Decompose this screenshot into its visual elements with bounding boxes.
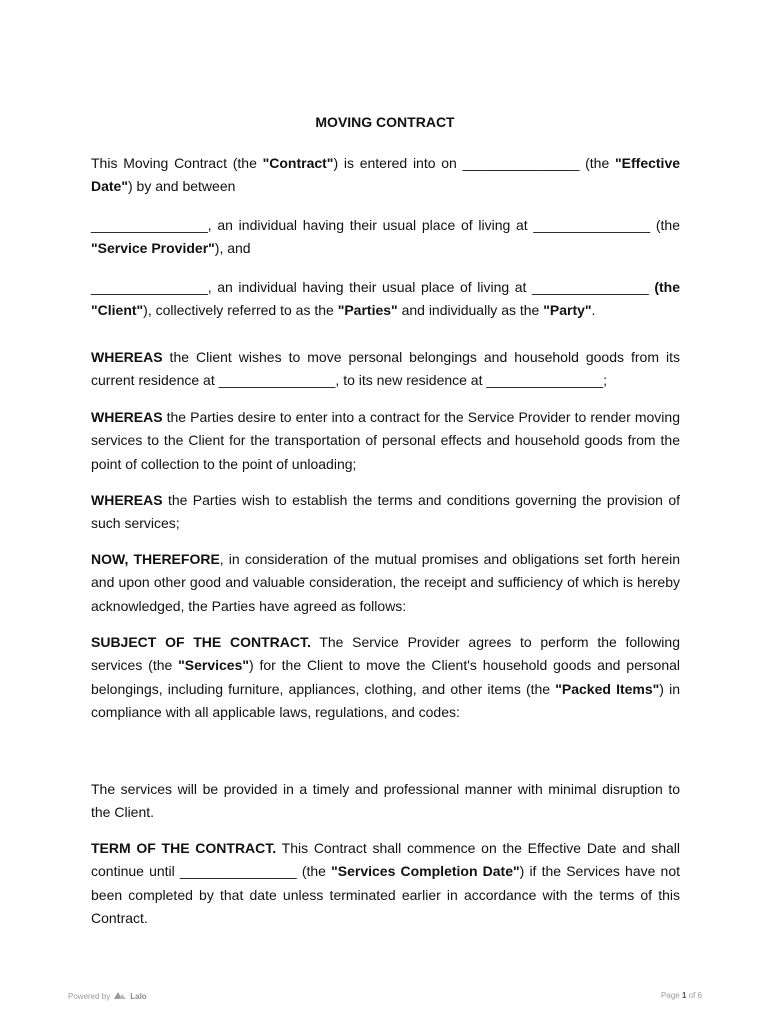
document-title: MOVING CONTRACT [315, 114, 455, 130]
paragraph-intro: This Moving Contract (the "Contract") is entered into on _______________ (the "Effective Date") by and between [91, 155, 681, 195]
paragraph-whereas-3: WHEREAS the Parties wish to establish the terms and conditions governing the provision of such services; [91, 492, 680, 532]
powered-by-footer [68, 991, 147, 1001]
paragraph-now-therefore: NOW, THEREFORE, in consideration of the mutual promises and obligations set forth herein and upon other good and valuable consideration, the receipt and sufficiency of which is hereby acknowledged, the Parties have agreed as follows: [91, 551, 681, 614]
paragraph-client: _______________, an individual having their usual place of living at _______________ (the "Client"), collectively referred to as the "Parties" and individually as the "Party". [91, 279, 680, 319]
page-current: 1 [681, 991, 687, 1000]
page-total: of 6 [688, 991, 702, 1000]
paragraph-whereas-1: WHEREAS the Client wishes to move personal belongings and household goods from its current residence at _______________, to its new residence at _______________; [91, 349, 680, 389]
powered-by-label: Powered by [68, 991, 111, 1001]
page-indicator [661, 991, 702, 1000]
paragraph-services-manner: The services will be provided in a timely and professional manner with minimal disruption to the Client. [91, 781, 680, 821]
paragraph-subject: SUBJECT OF THE CONTRACT. The Service Provider agrees to perform the following services (the "Services") for the Client to move the Client's household goods and personal belongings, including furniture, appliances, clothing, and other items (the "Packed Items") in compliance with all applicable laws, regulations, and codes: [91, 634, 680, 720]
brand-name: Lalo [130, 991, 147, 1001]
paragraph-whereas-2: WHEREAS the Parties desire to enter into a contract for the Service Provider to render moving services to the Client for the transportation of personal effects and household goods from the point of collection to the point of unloading; [91, 409, 680, 472]
paragraph-term: TERM OF THE CONTRACT. This Contract shall commence on the Effective Date and shall continue until _______________ (the "Services Completion Date") if the Services have not been completed by that date unless terminated earlier in accordance with the terms of this Contract. [91, 840, 681, 926]
paragraph-service-provider: _______________, an individual having their usual place of living at _______________ (the "Service Provider"), and [91, 217, 680, 257]
lalo-logo-icon [114, 991, 126, 1001]
page-label: Page [661, 991, 680, 1000]
